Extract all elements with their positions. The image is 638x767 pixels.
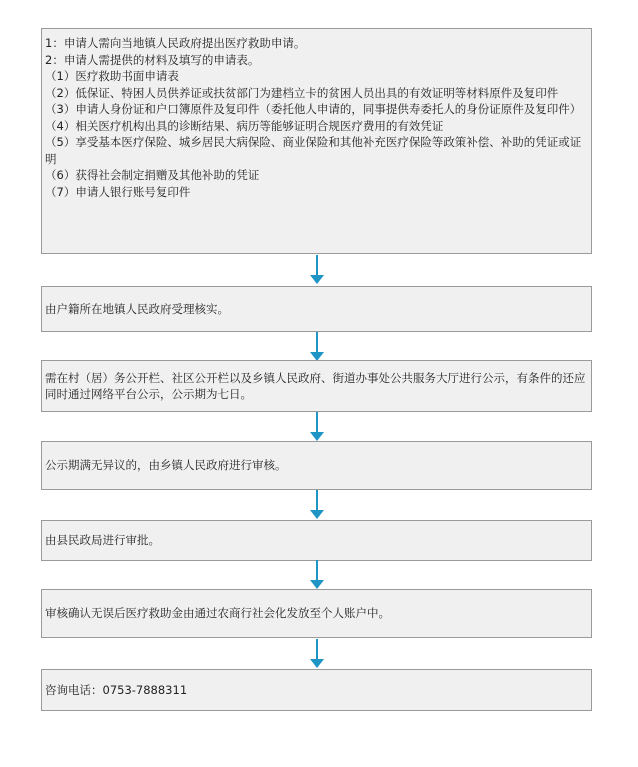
arrow-down-icon xyxy=(309,560,325,590)
step-1-line: （3）申请人身份证和户口簿原件及复印件（委托他人申请的，同事提供寿委托人的身份证原件及复印件） xyxy=(45,102,582,116)
step-6-disbursement-box xyxy=(41,589,592,638)
contact-phone-text: 咨询电话：0753-7888311 xyxy=(45,682,188,697)
step-1-line: （2）低保证、特困人员供养证或扶贫部门为建档立卡的贫困人员出具的有效证明等材料原件及复印件 xyxy=(45,85,559,100)
step-1-line: （6）获得社会制定捐赠及其他补助的凭证 xyxy=(45,168,260,182)
step-1-line: 1：申请人需向当地镇人民政府提出医疗救助申请。 xyxy=(45,36,306,50)
step-1-line: （1）医疗救助书面申请表 xyxy=(45,69,179,83)
step-3-publicity-box xyxy=(41,360,592,412)
arrow-down-icon xyxy=(309,639,325,669)
step-1-line: （7）申请人银行账号复印件 xyxy=(45,184,191,199)
arrow-down-icon xyxy=(309,255,325,285)
step-5-text: 由县民政局进行审批。 xyxy=(45,533,160,548)
step-2-verification-box xyxy=(41,286,592,332)
step-1-line: （5）享受基本医疗保险、城乡居民大病保险、商业保险和其他补充医疗保险等政策补偿、补助的凭证或证明 xyxy=(45,135,582,166)
step-2-text: 由户籍所在地镇人民政府受理核实。 xyxy=(45,301,229,316)
arrow-down-icon xyxy=(309,412,325,442)
step-6-text: 审核确认无误后医疗救助金由通过农商行社会化发放至个人账户中。 xyxy=(45,606,390,621)
step-1-line: （4）相关医疗机构出具的诊断结果、病历等能够证明合规医疗费用的有效凭证 xyxy=(45,118,444,133)
step-7-contact-box xyxy=(41,669,592,711)
step-5-approval-box xyxy=(41,520,592,561)
step-3-text: 需在村（居）务公开栏、社区公开栏以及乡镇人民政府、街道办事处公共服务大厅进行公示，有条件的还应同时通过网络平台公示，公示期为七日。 xyxy=(45,370,586,401)
step-4-text: 公示期满无异议的，由乡镇人民政府进行审核。 xyxy=(45,458,287,473)
step-1-line: 2：申请人需提供的材料及填写的申请表。 xyxy=(45,52,260,67)
arrow-down-icon xyxy=(309,490,325,520)
step-1-application-box xyxy=(41,28,592,254)
step-4-review-box xyxy=(41,441,592,490)
arrow-down-icon xyxy=(309,332,325,362)
